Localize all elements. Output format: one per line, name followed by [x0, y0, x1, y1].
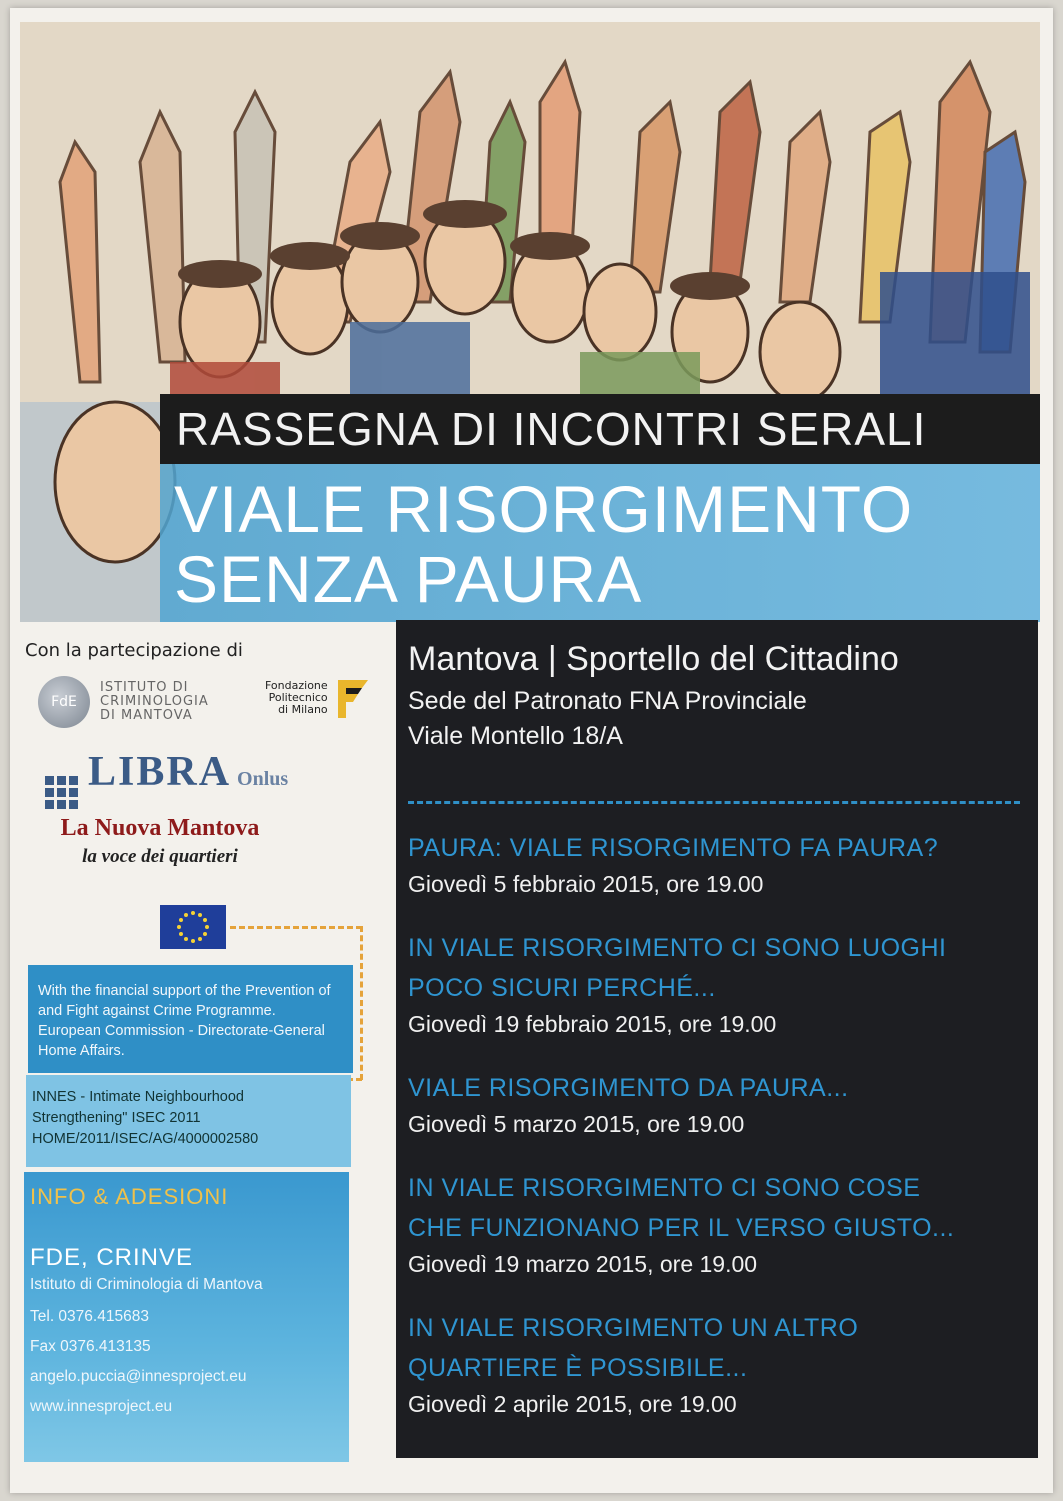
- info-institute: Istituto di Criminologia di Mantova: [30, 1276, 263, 1293]
- venue-host: Sede del Patronato FNA Provinciale: [408, 687, 807, 715]
- schedule-panel: [396, 620, 1038, 1458]
- event-title: IN VIALE RISORGIMENTO CI SONO COSE: [408, 1174, 921, 1202]
- info-heading: INFO & ADESIONI: [30, 1184, 229, 1209]
- event-date: Giovedì 2 aprile 2015, ore 19.00: [408, 1391, 737, 1417]
- event-title-cont: CHE FUNZIONANO PER IL VERSO GIUSTO...: [408, 1214, 955, 1242]
- header-painting: [20, 22, 1040, 622]
- event-item: [408, 1168, 1038, 1280]
- event-title-cont: POCO SICURI PERCHÉ...: [408, 974, 716, 1002]
- icm-line2: CRIMINOLOGIA: [100, 694, 209, 709]
- event-item: [408, 1308, 1038, 1420]
- event-item: [408, 828, 1038, 900]
- event-date: Giovedì 5 febbraio 2015, ore 19.00: [408, 871, 764, 897]
- libra-dots-icon: [45, 776, 78, 809]
- icm-line3: DI MANTOVA: [100, 708, 193, 723]
- eu-support-notice: With the financial support of the Prevention of and Fight against Crime Programme. European Commission - Directorate-General Home Affairs.: [28, 965, 353, 1073]
- info-organization: FDE, CRINVE: [30, 1244, 194, 1271]
- event-item: [408, 1068, 1038, 1140]
- main-title-line2: SENZA PAURA: [174, 542, 643, 616]
- connector-line: [360, 926, 363, 1080]
- innes-project-reference: INNES - Intimate Neighbourhood Strengthening" ISEC 2011 HOME/2011/ISEC/AG/4000002580: [26, 1075, 351, 1167]
- event-item: [408, 928, 1038, 1040]
- info-fax: Fax 0376.413135: [30, 1338, 151, 1355]
- event-date: Giovedì 19 febbraio 2015, ore 19.00: [408, 1011, 777, 1037]
- participation-intro: Con la partecipazione di: [25, 640, 243, 661]
- criminology-institute-logo: [38, 676, 209, 728]
- subtitle-band: [160, 394, 1040, 464]
- event-title-cont: QUARTIERE È POSSIBILE...: [408, 1354, 748, 1382]
- event-title: IN VIALE RISORGIMENTO CI SONO LUOGHI: [408, 934, 947, 962]
- event-title: PAURA: VIALE RISORGIMENTO FA PAURA?: [408, 834, 939, 862]
- main-title-line1: VIALE RISORGIMENTO: [174, 472, 914, 546]
- info-box: [24, 1172, 349, 1462]
- fpm-line1: Fondazione: [265, 679, 328, 692]
- criminology-institute-emblem: FdE: [38, 676, 90, 728]
- event-series-subtitle: RASSEGNA DI INCONTRI SERALI: [176, 403, 927, 455]
- event-date: Giovedì 19 marzo 2015, ore 19.00: [408, 1251, 758, 1277]
- fpm-line3: di Milano: [278, 703, 328, 716]
- info-phone: Tel. 0376.415683: [30, 1308, 149, 1325]
- libra-suffix: Onlus: [237, 768, 289, 790]
- title-band: [160, 464, 1040, 622]
- info-email[interactable]: angelo.puccia@innesproject.eu: [30, 1368, 247, 1385]
- event-title: IN VIALE RISORGIMENTO UN ALTRO: [408, 1314, 859, 1342]
- separator: [408, 801, 1020, 804]
- venue-location: Mantova | Sportello del Cittadino: [408, 640, 899, 678]
- libra-onlus-logo: [45, 748, 288, 809]
- venue-address: Viale Montello 18/A: [408, 722, 623, 750]
- politecnico-foundation-logo: [265, 676, 368, 720]
- fpm-f-icon: [332, 676, 368, 720]
- libra-name: LIBRA: [88, 749, 232, 795]
- nuova-mantova-logo: [40, 815, 280, 868]
- eu-flag-icon: [160, 905, 226, 949]
- nuova-mantova-title: La Nuova Mantova: [60, 815, 260, 841]
- nuova-mantova-tagline: la voce dei quartieri: [82, 846, 238, 867]
- event-date: Giovedì 5 marzo 2015, ore 19.00: [408, 1111, 745, 1137]
- info-website[interactable]: www.innesproject.eu: [30, 1398, 173, 1415]
- connector-line: [230, 926, 362, 929]
- fpm-line2: Politecnico: [268, 691, 328, 704]
- event-title: VIALE RISORGIMENTO DA PAURA...: [408, 1074, 849, 1102]
- icm-line1: ISTITUTO DI: [100, 680, 189, 695]
